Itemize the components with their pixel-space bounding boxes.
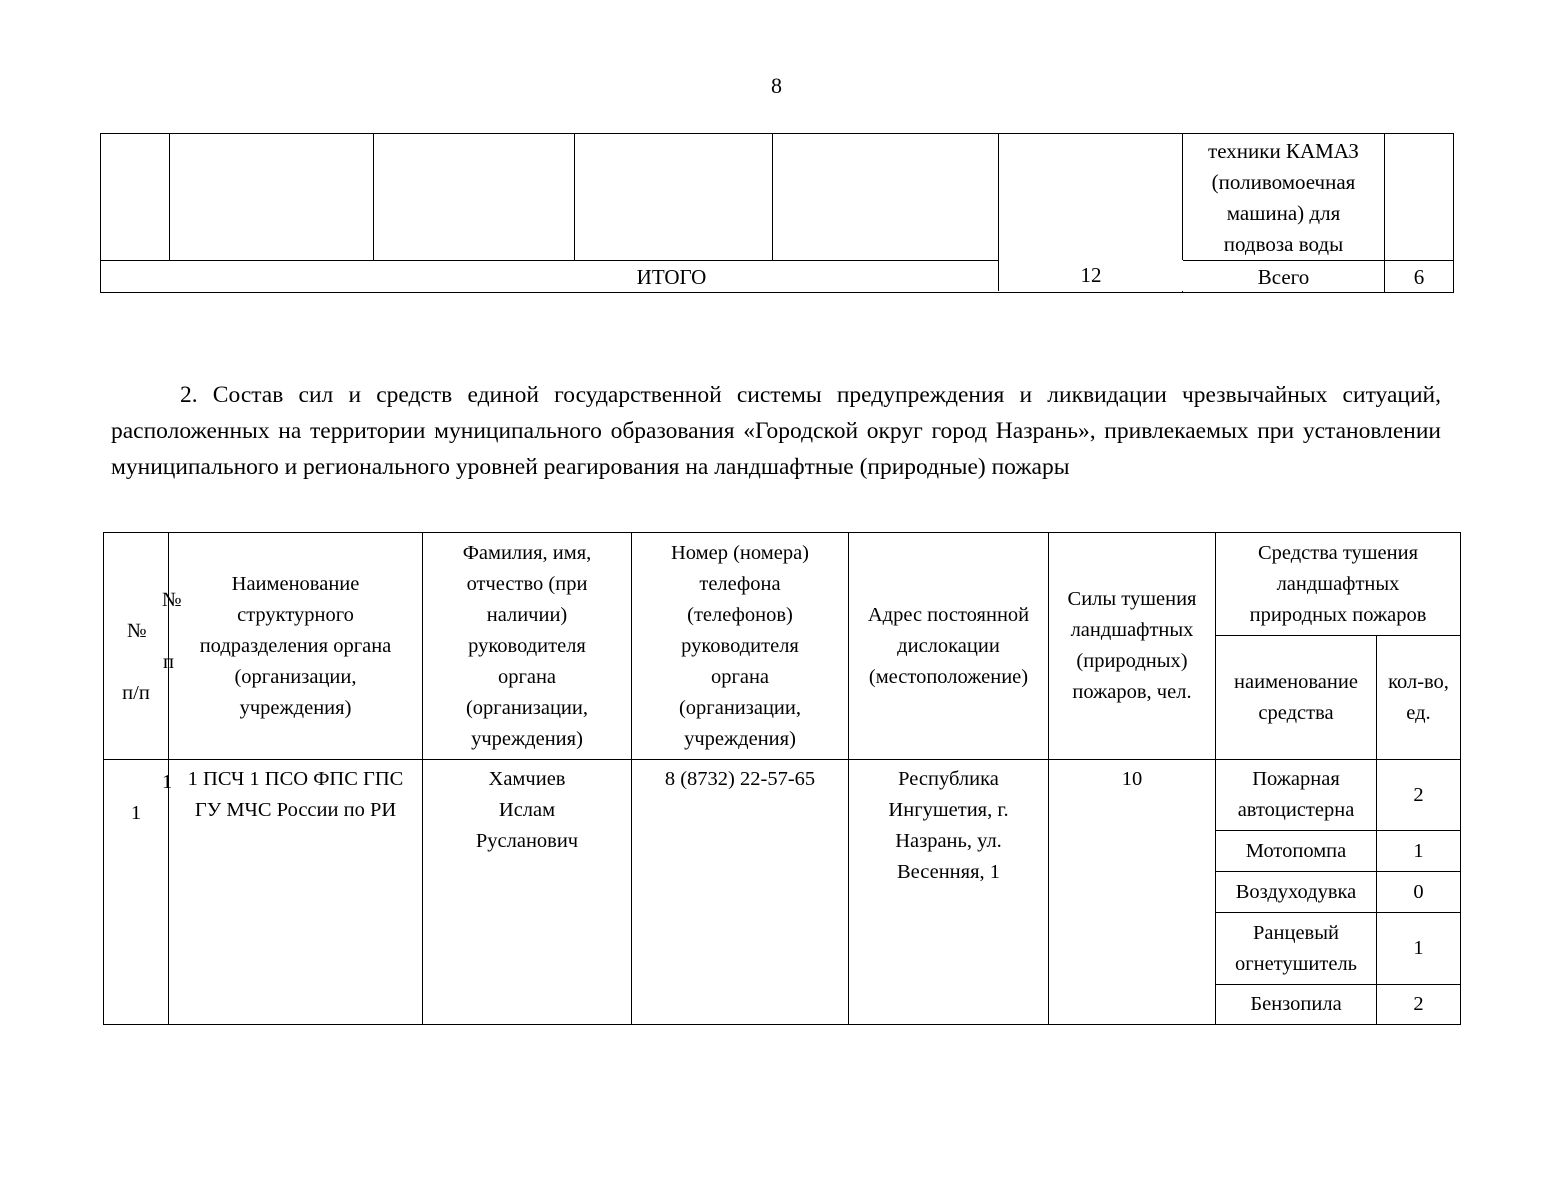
header-unit: Наименование структурного подразделения органа (организации, учреждения) bbox=[169, 533, 423, 760]
address: Республика Ингушетия, г. Назрань, ул. Весенняя, 1 bbox=[849, 760, 1049, 1025]
means-count: 2 bbox=[1377, 985, 1461, 1025]
empty-cell bbox=[773, 134, 999, 261]
empty-cell bbox=[374, 134, 575, 261]
header-number-pp: п/п bbox=[122, 682, 150, 704]
means-name: Ранцевый огнетушитель bbox=[1216, 913, 1377, 985]
means-count: 2 bbox=[1377, 760, 1461, 831]
total-forces-value: 12 bbox=[1080, 263, 1102, 287]
forces-table bbox=[103, 532, 1461, 1025]
continuation-row bbox=[101, 134, 1454, 261]
means-name: Бензопила bbox=[1216, 985, 1377, 1025]
forces-count: 10 bbox=[1049, 760, 1216, 1025]
header-number-symbol: № bbox=[162, 589, 182, 611]
header-number-symbol: № bbox=[127, 620, 147, 642]
header-row bbox=[104, 533, 1461, 636]
header-address: Адрес постоянной дислокации (местоположение) bbox=[849, 533, 1049, 760]
header-phone: Номер (номера) телефона (телефонов) руководителя органа (организации, учреждения) bbox=[632, 533, 849, 760]
empty-cell bbox=[999, 134, 1183, 261]
means-name: Воздуходувка bbox=[1216, 872, 1377, 913]
header-means-count: кол-во, ед. bbox=[1377, 636, 1461, 760]
total-forces-cell bbox=[998, 260, 1183, 291]
total-means-label: Всего bbox=[1183, 261, 1385, 293]
means-name: Пожарная автоцистерна bbox=[1216, 760, 1377, 831]
header-number bbox=[104, 533, 182, 760]
header-number-letter: п bbox=[163, 651, 174, 673]
total-label: ИТОГО bbox=[101, 261, 1183, 293]
total-means-count: 6 bbox=[1385, 261, 1454, 293]
total-row bbox=[101, 261, 1454, 293]
section-heading-paragraph: 2. Состав сил и средств единой государственной системы предупреждения и ликвидации чрезвычайных ситуаций, расположенных на территории муниципального образования «Городской округ город Назрань», привлекаемых при установлении муниципального и регионального уровней реагирования на ландшафтные (природные) пожары bbox=[111, 381, 1441, 480]
row-number bbox=[104, 760, 173, 1025]
means-count: 0 bbox=[1377, 872, 1461, 913]
head-name: Хамчиев Ислам Русланович bbox=[423, 760, 632, 1025]
header-head: Фамилия, имя, отчество (при наличии) руководителя органа (организации, учреждения) bbox=[423, 533, 632, 760]
data-row bbox=[104, 760, 1461, 831]
means-name: Мотопомпа bbox=[1216, 831, 1377, 872]
unit-name: 1 ПСЧ 1 ПСО ФПС ГПС ГУ МЧС России по РИ bbox=[169, 760, 423, 1025]
empty-cell bbox=[170, 134, 374, 261]
row-number-b: 1 bbox=[130, 802, 142, 824]
header-means: Средства тушения ландшафтных природных пожаров bbox=[1216, 533, 1461, 636]
empty-cell bbox=[575, 134, 773, 261]
row-number-a: 1 bbox=[162, 771, 173, 793]
page-number: 8 bbox=[771, 73, 782, 98]
empty-cell bbox=[1385, 134, 1454, 261]
phone-number: 8 (8732) 22-57-65 bbox=[632, 760, 849, 1025]
header-means-name: наименование средства bbox=[1216, 636, 1377, 760]
empty-cell bbox=[101, 134, 170, 261]
means-count: 1 bbox=[1377, 913, 1461, 985]
continuation-table bbox=[100, 133, 1454, 293]
means-count: 1 bbox=[1377, 831, 1461, 872]
equipment-description: техники КАМАЗ (поливомоечная машина) для подвоза воды bbox=[1183, 134, 1385, 261]
header-forces: Силы тушения ландшафтных (природных) пожаров, чел. bbox=[1049, 533, 1216, 760]
